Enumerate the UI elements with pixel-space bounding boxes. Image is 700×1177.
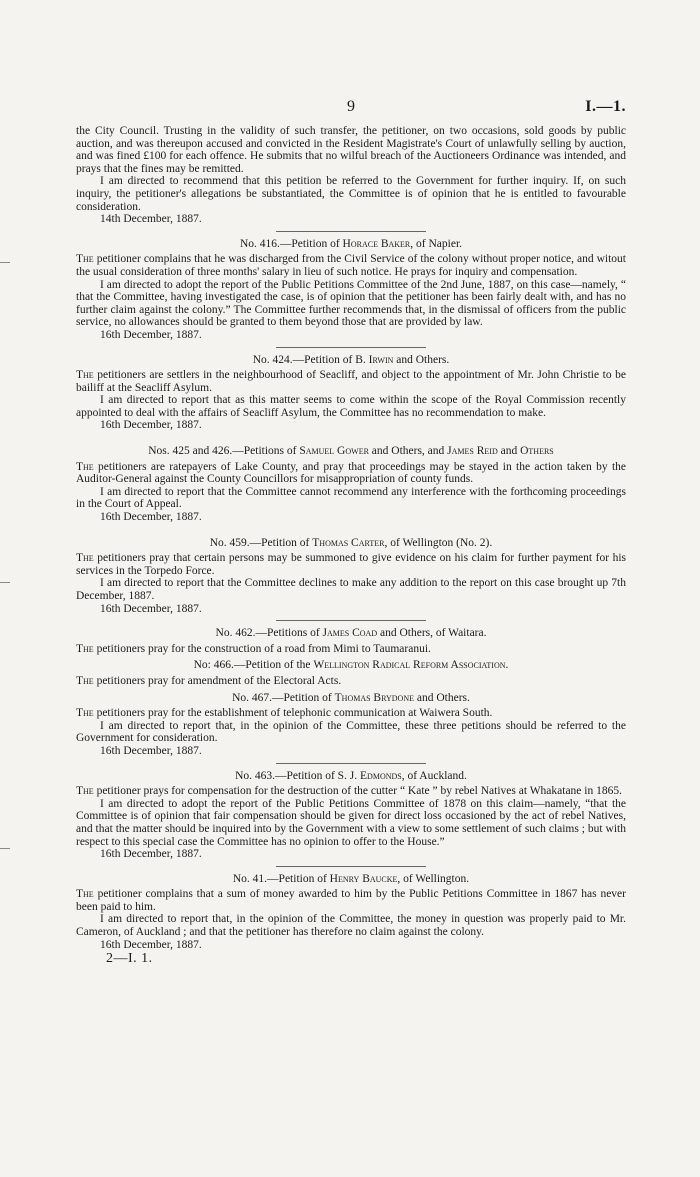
date-line: 16th December, 1887. <box>100 419 202 432</box>
section-divider <box>276 231 426 232</box>
section-continued <box>76 125 626 226</box>
paragraph: the City Council. Trusting in the validity of such transfer, the petitioner, on two occasions, sold goods by public auction, and was thereupon accused and convicted in the Resident Magistrate's Court of unlawfully selling by auction, and was fined £100 for each offence. He submits that no wilful breach of the Auctioneers Ordinance was intended, and prays that the fines may be remitted. <box>76 125 626 175</box>
date-line: 16th December, 1887. <box>100 328 202 341</box>
petition-425-426 <box>76 445 626 524</box>
page-header <box>76 98 626 118</box>
paragraph: The petitioners are ratepayers of Lake County, and pray that proceedings may be stayed in the action taken by the Auditor-General against the County Councillors for misappropriation of county funds. <box>76 460 626 486</box>
date-line: 16th December, 1887. <box>100 511 202 524</box>
petition-title: No. 459.—Petition of Thomas Carter, of Wellington (No. 2). <box>209 536 493 549</box>
paragraph: The petitioner prays for compensation for the destruction of the cutter “ Kate ” by rebel Natives at Whakatane in 1865. <box>76 785 622 798</box>
paragraph: I am directed to report that the Committee cannot recommend any interference with the forthcoming proceedings in the Court of Appeal. <box>76 485 626 511</box>
paragraph: The petitioner complains that he was discharged from the Civil Service of the colony without proper notice, and witout the usual consideration of three months' salary in lieu of such notice. He prays for inquiry and compensation. <box>76 253 626 278</box>
document-body <box>76 125 626 966</box>
paragraph: The petitioners pray for the establishment of telephonic communication at Waiwera South. <box>76 707 493 720</box>
paragraph: The petitioners pray that certain persons may be summoned to give evidence on his claim for further payment for his services in the Torpedo Force. <box>76 552 626 577</box>
petition-462 <box>76 627 626 655</box>
petition-416 <box>76 238 626 342</box>
section-divider <box>276 347 426 348</box>
petition-title: No. 463.—Petition of S. J. Edmonds, of Auckland. <box>235 769 467 782</box>
petition-title: No. 467.—Petition of Thomas Brydone and Others. <box>232 691 470 704</box>
paragraph: The petitioners pray for amendment of the Electoral Acts. <box>76 674 342 687</box>
date-line: 16th December, 1887. <box>100 848 202 861</box>
signature-mark: 2—I. 1. <box>106 951 153 967</box>
petition-title: No. 462.—Petitions of James Coad and Others, of Waitara. <box>215 627 487 640</box>
paragraph: I am directed to report that, in the opinion of the Committee, these three petitions should be referred to the Government for consideration. <box>76 719 626 745</box>
petition-463 <box>76 770 626 861</box>
date-line: 14th December, 1887. <box>100 213 202 226</box>
paragraph: I am directed to report that as this matter seems to come within the scope of the Royal Commission recently appointed to deal with the affairs of Seacliff Asylum, the Committee has no recommendation to make. <box>76 394 626 419</box>
petition-41 <box>76 873 626 952</box>
date-line: 16th December, 1887. <box>100 744 202 757</box>
petition-467 <box>76 692 626 758</box>
petition-title: No: 466.—Petition of the Wellington Radical Reform Association. <box>193 659 509 672</box>
paragraph: The petitioner complains that a sum of money awarded to him by the Public Petitions Committee in 1867 has never been paid to him. <box>76 888 626 913</box>
petition-459 <box>76 537 626 616</box>
petition-424 <box>76 354 626 433</box>
margin-mark <box>0 848 10 849</box>
margin-mark <box>0 262 10 263</box>
document-reference: I.—1. <box>585 98 626 115</box>
petition-466 <box>76 659 626 687</box>
date-line: 16th December, 1887. <box>100 938 202 951</box>
page-number: 9 <box>347 98 355 115</box>
petition-title: No. 424.—Petition of B. Irwin and Others. <box>252 353 450 366</box>
margin-mark <box>0 582 10 583</box>
section-divider <box>276 866 426 867</box>
paragraph: I am directed to adopt the report of the Public Petitions Committee of 1878 on this claim—namely, “that the Committee is of opinion that fair compensation should be given for direct loss occasioned by the act of rebel Natives, and that the matter should be inquired into by the Government with a view to some settlement of such claims ; but with respect to this special case the Committee has no opinion to offer to the House.” <box>76 797 626 848</box>
paragraph: I am directed to adopt the report of the Public Petitions Committee of the 2nd June, 1887, on this case—namely, “ that the Committee, having investigated the case, is of opinion that the petitioner has been fairly dealt with, and has no further claim against the colony.” The Committee further recommends that, in the dismissal of officers from the public service, no allowances should be granted to them beyond those that are provided by law. <box>76 278 626 329</box>
petition-title: No. 416.—Petition of Horace Baker, of Napier. <box>239 237 463 250</box>
petition-title: Nos. 425 and 426.—Petitions of Samuel Gower and Others, and James Reid and Others <box>148 445 554 458</box>
paragraph: I am directed to recommend that this petition be referred to the Government for further inquiry. If, on such inquiry, the petitioner's allegations be substantiated, the Committee is of opinion that he is entitled to favourable consideration. <box>76 175 626 213</box>
paragraph: I am directed to report that the Committee declines to make any addition to the report on this case brought up 7th December, 1887. <box>76 577 626 602</box>
paragraph: The petitioners pray for the construction of a road from Mimi to Taumaranui. <box>76 642 431 655</box>
section-divider <box>276 763 426 764</box>
petition-title: No. 41.—Petition of Henry Baucke, of Wellington. <box>232 872 470 885</box>
section-divider <box>276 620 426 621</box>
paragraph: I am directed to report that, in the opinion of the Committee, the money in question was properly paid to Mr. Cameron, of Auckland ; and that the petitioner has therefore no claim against the colony. <box>76 913 626 939</box>
paragraph: The petitioners are settlers in the neighbourhood of Seacliff, and object to the appointment of Mr. John Christie to be bailiff at the Seacliff Asylum. <box>76 369 626 394</box>
date-line: 16th December, 1887. <box>100 602 202 615</box>
